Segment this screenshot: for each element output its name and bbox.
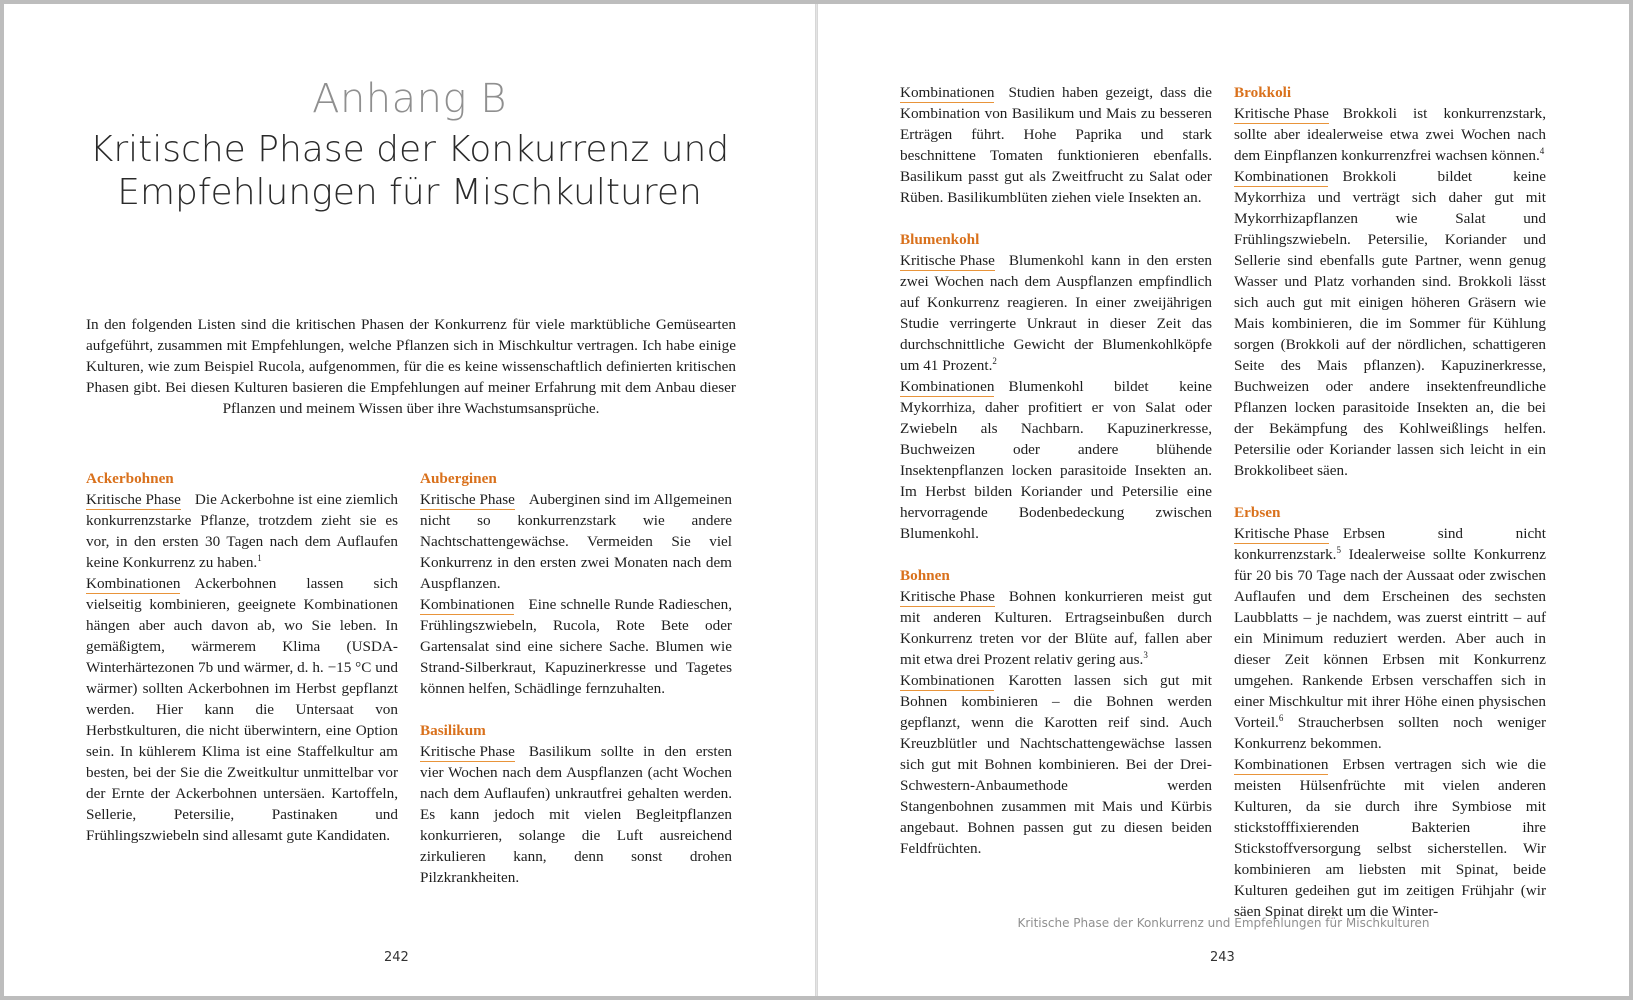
chapter-label: Anhang B (312, 76, 507, 122)
critical-phase-label: Kritische Phase (420, 491, 515, 508)
entry-basilikum (420, 720, 732, 888)
critical-phase-text: Kritische Phase Brokkoli ist konkurrenzstark, sollte aber idealerweise etwa zwei Wochen nach dem Einpflanzen konkurrenzfrei wachsen können.$^4$ (1234, 105, 1546, 164)
footnote-ref: 4 (1539, 145, 1545, 156)
entry-title: Basilikum (420, 722, 486, 739)
chapter-title: Kritische Phase der Konkurrenz und Empfehlungen für Mischkulturen (89, 129, 730, 213)
entry-auberginen (420, 468, 732, 699)
critical-phase-text: Kritische Phase Auberginen sind im Allgemeinen nicht so konkurrenzstark wie andere Nachtschattengewächse. Vermeiden Sie viel Konkurrenz in den ersten zwei Monaten nach dem Auspflanzen. (420, 491, 732, 592)
combinations-text: Kombinationen Studien haben gezeigt, dass die Kombination von Basilikum und Mais zu besseren Erträgen führt. Hohe Paprika und stark beschnittene Tomaten funktionieren ebenfalls. Basilikum passt gut als Zweitfrucht zu Salat oder Rüben. Basilikumblüten ziehen viele Insekten an. (900, 84, 1212, 206)
footnote-ref: 6 (1278, 712, 1284, 723)
combinations-label: Kombinationen (900, 672, 995, 689)
critical-phase-label: Kritische Phase (1234, 105, 1329, 122)
entry-title: Ackerbohnen (86, 470, 174, 487)
combinations-text: Kombinationen Karotten lassen sich gut mit Bohnen kombinieren – die Bohnen werden gepflanzt, wenn die Karotten reif sind. Auch Kreuzblütler und Nachtschattengewächse lassen sich gut mit Bohnen kombinieren. Bei der Drei-Schwestern-Anbaumethode werden Stangenbohnen zusammen mit Mais und Kürbis angebaut. Bohnen passen gut zu diesen beiden Feldfrüchten. (900, 672, 1212, 857)
entry-ackerbohnen (86, 468, 398, 846)
entry-title: Auberginen (420, 470, 497, 487)
combinations-text: Kombinationen Eine schnelle Runde Radieschen, Frühlingszwiebeln, Rucola, Rote Bete oder Gartensalat sind eine sichere Sache. Blumen wie Strand-Silberkraut, Kapuzinerkresse und Tagetes können helfen, Schädlinge fernzuhalten. (420, 596, 732, 697)
footnote-ref: 5 (1336, 544, 1341, 555)
critical-phase-text: Kritische Phase Basilikum sollte in den ersten vier Wochen nach dem Auspflanzen (acht Wochen nach dem Auflaufen) unkrautfrei gehalten werden. Es kann jedoch mit vielen Begleitpflanzen konkurrieren, solange die Luft ausreichend zirkulieren kann, denn sonst drohen Pilzkrankheiten. (420, 743, 732, 886)
page-number-right: 243 (1210, 950, 1235, 965)
combinations-label: Kombinationen (900, 84, 995, 101)
combinations-text: Kombinationen Brokkoli bildet keine Mykorrhiza und verträgt sich daher gut mit Mykorrhizapflanzen wie Salat und Frühlingszwiebeln. Petersilie, Koriander und Sellerie sind ebenfalls gute Partner, wenn genug Wasser und Platz vorhanden sind. Brokkoli lässt sich auch gut mit einigen höheren Gräsern wie Mais kombinieren, die im Sommer für Kühlung sorgen (Brokkoli auf der nördlichen, schattigeren Seite des Mais pflanzen). Kapuzinerkresse, Buchweizen oder andere insektenfreundliche Pflanzen locken parasitoide Insekten an, die bei der Bekämpfung des Kohlweißlings helfen. Petersilie oder Koriander lassen sich leicht in ein Brokkolibeet säen. (1234, 168, 1546, 479)
critical-phase-label: Kritische Phase (420, 743, 515, 760)
combinations-text: Kombinationen Ackerbohnen lassen sich vielseitig kombinieren, geeignete Kombinationen hängen aber auch davon ab, wo Sie leben. In gemäßigtem, wärmerem Klima (USDA-Winterhärtezonen 7b und wärmer, d. h. −15 °C und wärmer) sollten Ackerbohnen im Herbst gepflanzt werden. Hier kann die Untersaat von Herbstkulturen, die nicht überwintern, eine Option sein. In kühlerem Klima ist eine Staffelkultur am besten, bei der Sie die Zweitkultur unmittelbar vor der Ernte der Ackerbohnen untersäen. Kartoffeln, Sellerie, Petersilie, Pastinaken und Frühlingszwiebeln sind allesamt gute Kandidaten. (86, 575, 398, 844)
running-head: Kritische Phase der Konkurrenz und Empfehlungen für Mischkulturen (1017, 916, 1430, 930)
critical-phase-label: Kritische Phase (86, 491, 181, 508)
entry-brokkoli (1234, 82, 1546, 481)
critical-phase-text: Kritische Phase Bohnen konkurrieren meist gut mit anderen Kulturen. Ertragseinbußen durch Konkurrenz treten vor der Blüte auf, fallen aber mit etwa drei Prozent relativ gering aus.$^3$ (900, 588, 1212, 668)
critical-phase-text: Kritische Phase Erbsen sind nicht konkurrenzstark.$^5$ Idealerweise sollte Konkurrenz für 20 bis 70 Tage nach der Aussaat oder zwischen Auflaufen und dem Erscheinen des sechsten Laubblatts – je nachdem, was zuerst eintritt – auf ein Minimum reduziert werden. Aber auch in dieser Zeit können Erbsen mit Konkurrenz umgehen. Rankende Erbsen verschaffen sich in einer Mischkultur mit ihrer Höhe einen physischen Vorteil.$^6$ Straucherbsen sollten noch weniger Konkurrenz bekommen. (1234, 525, 1547, 752)
page-number-left: 242 (384, 950, 409, 965)
left-column-2 (420, 468, 732, 909)
combinations-label: Kombinationen (900, 378, 995, 395)
intro-paragraph: In den folgenden Listen sind die kritischen Phasen der Konkurrenz für viele marktübliche Gemüsearten aufgeführt, zusammen mit Empfehlungen, welche Pflanzen sich in Mischkultur vertragen. Ich habe einige Kulturen, wie zum Beispiel Rucola, aufgenommen, für die es keine wissenschaftlich definierten kritischen Phasen gibt. Bei diesen Kulturen basieren die Empfehlungen auf meiner Erfahrung mit dem Anbau dieser Pflanzen und meinem Wissen über ihre Wachstumsansprüche. (86, 316, 736, 417)
entry-bohnen (900, 565, 1212, 859)
combinations-label: Kombinationen (1234, 168, 1329, 185)
entry-blumenkohl (900, 229, 1212, 544)
entry-erbsen (1234, 502, 1546, 922)
left-column-1 (86, 468, 398, 867)
critical-phase-label: Kritische Phase (900, 588, 995, 605)
critical-phase-label: Kritische Phase (1234, 525, 1329, 542)
right-page (818, 4, 1629, 996)
combinations-text: Kombinationen Blumenkohl bildet keine Mykorrhiza, daher profitiert er von Salat oder Zwiebeln als Nachbarn. Kapuzinerkresse, Buchweizen oder andere blühende Insektenpflanzen locken parasitoide Insekten an. Im Herbst bilden Koriander und Petersilie eine hervorragende Bodenbedeckung zwischen Blumenkohl. (900, 378, 1212, 542)
entry-title: Blumenkohl (900, 231, 980, 248)
critical-phase-text: Kritische Phase Die Ackerbohne ist eine ziemlich konkurrenzstarke Pflanze, trotzdem zieht sie es vor, in den ersten 30 Tagen nach dem Auflaufen keine Konkurrenz zu haben.$^1$ (86, 491, 398, 571)
critical-phase-label: Kritische Phase (900, 252, 995, 269)
entry-title: Erbsen (1234, 504, 1281, 521)
footnote-ref: 3 (1143, 649, 1148, 660)
footnote-ref: 2 (992, 355, 997, 366)
combinations-label: Kombinationen (1234, 756, 1329, 773)
combinations-text: Kombinationen Erbsen vertragen sich wie die meisten Hülsenfrüchte mit vielen anderen Kulturen, da sie durch ihre Symbiose mit stickstofffixierenden Bakterien ihre Stickstoffversorgung selbst sicherstellen. Wir kombinieren am liebsten mit Spinat, beide Kulturen gedeihen gut im zeitigen Frühjahr (wir säen Spinat direkt um die Winter- (1234, 756, 1546, 920)
critical-phase-text: Kritische Phase Blumenkohl kann in den ersten zwei Wochen nach dem Auspflanzen empfindlich auf Konkurrenz reagieren. In einer zweijährigen Studie verringerte Unkraut in dieser Zeit das durchschnittliche Gewicht der Blumenkohlköpfe um 41 Prozent.$^2$ (900, 252, 1212, 374)
combinations-label: Kombinationen (86, 575, 181, 592)
right-column-2 (1234, 82, 1546, 943)
left-page (4, 4, 815, 996)
entry-basilikum-continued (900, 82, 1212, 208)
footnote-ref: 1 (257, 552, 262, 563)
entry-title: Brokkoli (1234, 84, 1292, 101)
right-column-1 (900, 82, 1212, 880)
combinations-label: Kombinationen (420, 596, 515, 613)
entry-title: Bohnen (900, 567, 950, 584)
